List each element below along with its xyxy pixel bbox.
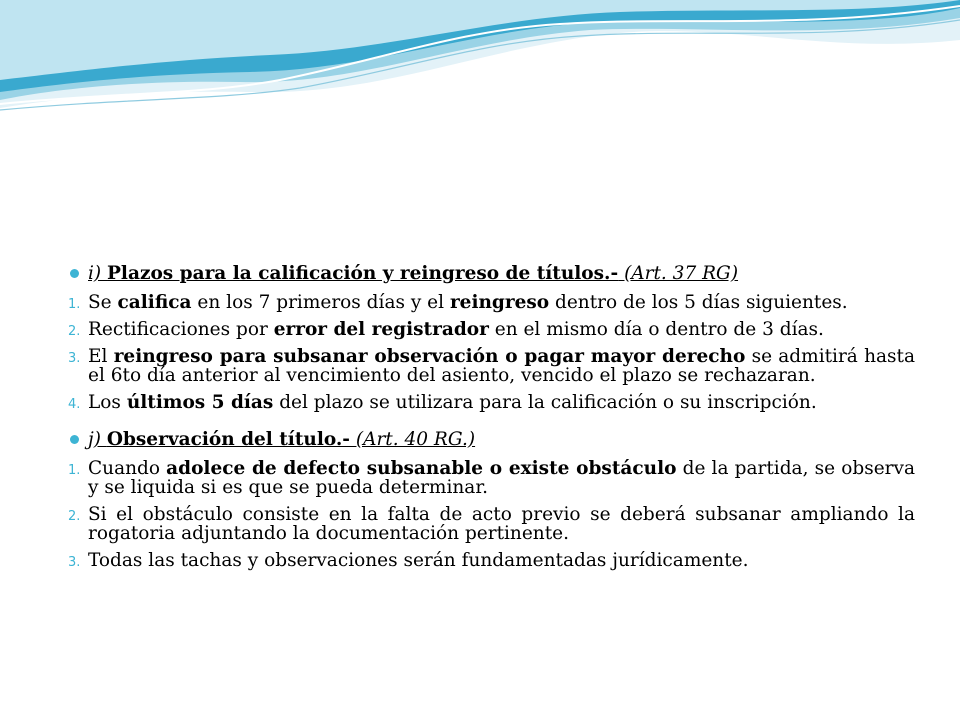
list-item: 4. Los últimos 5 días del plazo se utilizara para la calificación o su inscripción. — [68, 392, 817, 413]
list-item: 1. Cuando adolece de defecto subsanable o existe obstáculo de la partida, se observa y se liquida si es que se pueda determinar. — [68, 458, 915, 498]
bullet-dot-icon — [70, 435, 79, 444]
list-item: 2. Si el obstáculo consiste en la falta de acto previo se deberá subsanar ampliando la rogatoria adjuntando la documentación pertinente. — [68, 504, 915, 544]
list-item: 1. Se califica en los 7 primeros días y el reingreso dentro de los 5 días siguientes. — [68, 292, 848, 313]
list-number: 1. — [68, 463, 81, 478]
list-number: 3. — [68, 351, 81, 366]
list-number: 2. — [68, 509, 81, 524]
numbered-list — [70, 459, 915, 570]
heading-text: j) Observación del título.- (Art. 40 RG.) — [88, 429, 476, 450]
section-plazos — [70, 262, 915, 412]
list-number: 4. — [68, 397, 81, 412]
bullet-dot-icon — [70, 269, 79, 278]
list-item: 3. El reingreso para subsanar observación o pagar mayor derecho se admitirá hasta el 6to día anterior al vencimiento del asiento, vencido el plazo se rechazaran. — [68, 346, 915, 386]
section-heading — [70, 428, 915, 452]
list-item: 3. Todas las tachas y observaciones serán fundamentadas jurídicamente. — [68, 550, 749, 571]
slide-content — [70, 262, 915, 580]
list-number: 2. — [68, 324, 81, 339]
header-wave-decoration — [0, 0, 960, 120]
heading-text: i) Plazos para la calificación y reingreso de títulos.- (Art. 37 RG) — [88, 263, 739, 284]
list-number: 1. — [68, 297, 81, 312]
section-observacion — [70, 428, 915, 570]
numbered-list — [70, 293, 915, 412]
list-item: 2. Rectificaciones por error del registrador en el mismo día o dentro de 3 días. — [68, 319, 824, 340]
list-number: 3. — [68, 555, 81, 570]
section-heading — [70, 262, 915, 286]
